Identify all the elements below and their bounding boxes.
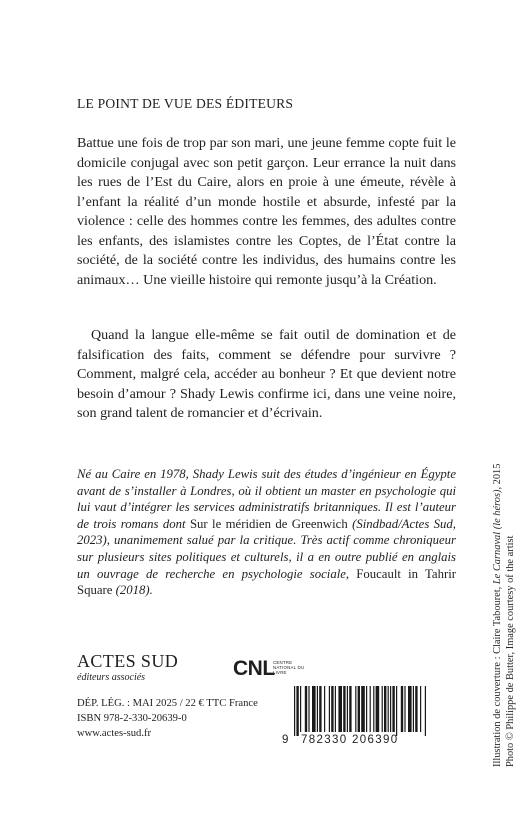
- cover-credit: [491, 463, 517, 767]
- bio-text-2: (Sindbad/Actes Sud, 2023), unanimement salué par la critique. Très actif comme chroniqueur sur plusieurs sites politiques et culturels, il a en outre publié en anglais un ouvrage de recherche en psychologie sociale,: [77, 516, 456, 581]
- barcode-digits: 782330 206390: [301, 734, 399, 746]
- isbn: ISBN 978-2-330-20639-0: [77, 713, 187, 724]
- publisher-tagline: éditeurs associés: [77, 672, 146, 683]
- book-title-greenwich: Sur le méridien de Greenwich: [189, 516, 348, 531]
- barcode-lead-digit: 9: [282, 734, 289, 746]
- publisher-website: www.actes-sud.fr: [77, 728, 152, 739]
- summary-paragraph-1: Battue une fois de trop par son mari, une jeune femme copte fuit le domicile conjugal avec son petit garçon. Leur errance la nuit dans les rues de l’Est du Caire, alors en proie à une émeute, révèle à l’enfant la réalité d’un monde hostile et absurde, infesté par la violence : celle des hommes contre les femmes, des adultes contre les enfants, des islamistes contre les Coptes, de l’État contre la société, de la société contre les individus, des humains contre les animaux… Une vieille histoire qui remonte jusqu’à la Création.: [77, 135, 456, 288]
- credit-line-1-b: , 2015: [492, 463, 503, 490]
- cnl-logo: [233, 657, 305, 681]
- cnl-small-text: CENTRE NATIONAL DU LIVRE: [273, 660, 305, 676]
- publisher-heading: LE POINT DE VUE DES ÉDITEURS: [77, 96, 294, 111]
- barcode: [282, 686, 432, 756]
- bio-text-1: Né au Caire en 1978, Shady Lewis suit des études d’ingénieur en Égypte avant de s’installer à Londres, où il obtient un master en psychologie qui lui vaut d’intégrer les services administratifs britanniques. Il est l’auteur de trois romans dont: [77, 467, 456, 531]
- credit-line-2: Photo © Philippe de Butter, Image courtesy of the artist: [505, 535, 517, 767]
- cnl-letters: CNL: [233, 657, 275, 680]
- legal-deposit: DÉP. LÉG. : MAI 2025 / 22 € TTC France: [77, 698, 258, 709]
- credit-line-1: [491, 463, 504, 767]
- barcode-bars: [292, 686, 428, 736]
- publisher-logo: ACTES SUD: [77, 651, 179, 671]
- credit-line-1-a: Illustration de couverture : Claire Tabouret,: [492, 584, 503, 767]
- author-bio: [77, 466, 456, 599]
- summary-paragraph-2: Quand la langue elle-même se fait outil de domination et de falsification des faits, comment se défendre pour survivre ? Comment, malgré cela, accéder au bonheur ? Et que devient notre besoin d’amour ? Shady Lewis confirme ici, dans une veine noire, son grand talent de romancier et d’écrivain.: [77, 327, 456, 422]
- credit-artwork-title: Le Carnaval (le héros): [492, 489, 503, 585]
- bio-text-3: (2018).: [112, 583, 153, 598]
- book-title-foucault: Foucault in Tahrir Square: [77, 566, 456, 598]
